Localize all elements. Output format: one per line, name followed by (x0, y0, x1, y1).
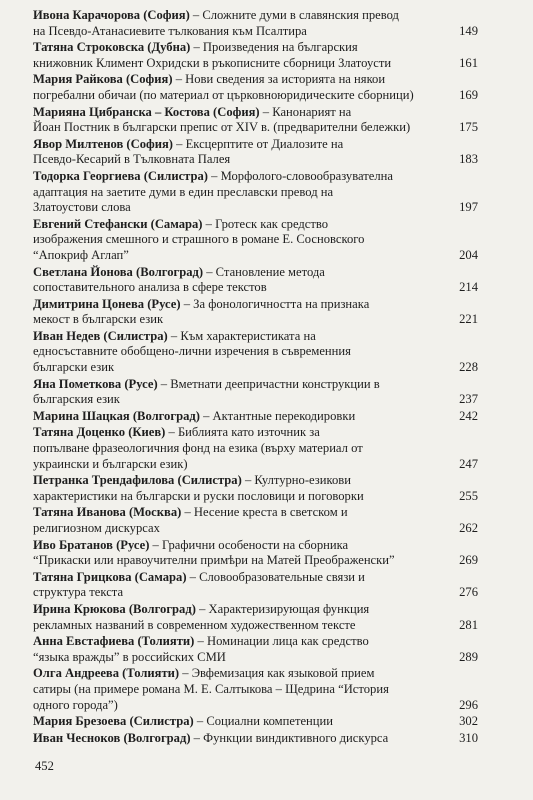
toc-entry (33, 714, 478, 730)
toc-title-text: “языка вражды” в российских СМИ (33, 649, 226, 664)
toc-entry (33, 473, 478, 504)
toc-entry-line (33, 425, 446, 441)
page-number: 452 (35, 759, 54, 773)
toc-page-number: 310 (459, 730, 478, 745)
toc-page-number: 289 (459, 649, 478, 664)
toc-author: Татяна Строковска (Дубна) (33, 40, 191, 55)
toc-author: Марина Шацкая (Волгоград) (33, 408, 200, 423)
toc-page-number: 228 (459, 360, 478, 375)
toc-title-text: – Канонарият на (259, 104, 352, 119)
toc-entry-line (33, 473, 446, 489)
toc-entry-line (33, 297, 446, 313)
toc-entry-line (33, 392, 446, 408)
toc-entry-line (33, 88, 446, 104)
toc-page-number: 221 (459, 312, 478, 327)
toc-title-text: Псевдо-Кесарий в Тълковната Палея (33, 152, 231, 167)
toc-title-text: “Апокриф Аглап” (33, 247, 129, 262)
toc-entry-line (33, 682, 446, 698)
toc-entry-line (33, 377, 446, 393)
toc-entry (33, 731, 478, 747)
toc-entry-line (33, 56, 446, 72)
toc-entry-line (33, 344, 446, 360)
toc-entry (33, 40, 478, 71)
toc-entry-line (33, 169, 446, 185)
toc-title-text: украински и български език) (33, 456, 188, 471)
toc-title-text: структура текста (33, 585, 124, 600)
toc-entry-line (33, 538, 446, 554)
toc-title-text: Йоан Постник в български препис от XIV в. (предварителни бележки) (33, 120, 411, 135)
toc-page-number: 169 (459, 87, 478, 102)
toc-title-text: – Към характеристиката на (167, 328, 316, 343)
toc-author: Явор Милтенов (София) (33, 136, 173, 151)
toc-title-text: на Псевдо-Атанасиевите тълкования към Псалтира (33, 23, 307, 38)
toc-entry-line (33, 618, 446, 634)
toc-title-text: – Нови сведения за историята на някои (172, 72, 386, 87)
toc-entry-line (33, 409, 446, 425)
toc-title-text: едносъставните обобщено-лични изречения в съвременния (33, 344, 351, 359)
toc-page-number: 175 (459, 120, 478, 135)
toc-page-number: 281 (459, 617, 478, 632)
toc-page-number: 247 (459, 456, 478, 471)
toc-title-text: Златоустови слова (33, 200, 131, 215)
toc-page-number: 214 (459, 280, 478, 295)
toc-title-text: – Ексцерптите от Диалозите на (173, 136, 344, 151)
toc-title-text: – Произведения на българския (190, 40, 358, 55)
toc-entry-line (33, 120, 446, 136)
toc-entry-line (33, 602, 446, 618)
toc-author: Иво Братанов (Русе) (33, 537, 150, 552)
toc-page-number: 197 (459, 200, 478, 215)
toc-entry-line (33, 634, 446, 650)
toc-author: Иван Чесноков (Волгоград) (33, 730, 191, 745)
toc-title-text: мекост в български език (33, 312, 164, 327)
toc-entry (33, 217, 478, 264)
toc-entry (33, 666, 478, 713)
toc-page-number: 237 (459, 392, 478, 407)
toc-title-text: – Морфолого-словообразувателна (208, 168, 393, 183)
toc-title-text: – Сложните думи в славянския превод (189, 8, 399, 22)
toc-entry-line (33, 8, 446, 24)
toc-entry (33, 265, 478, 296)
toc-title-text: сатиры (на примере романа М. Е. Салтыкова – Щедрина “История (33, 681, 389, 696)
toc-title-text: попълване фразеологичния фонд на езика (върху материал от (33, 441, 363, 456)
toc-title-text: характеристики на български и руски пословици и поговорки (33, 488, 364, 503)
toc-title-text: – Словообразовательные связи и (186, 569, 365, 584)
toc-page-number: 302 (459, 714, 478, 729)
toc-entry-line (33, 152, 446, 168)
toc-entry-line (33, 24, 446, 40)
toc-entry-line (33, 280, 446, 296)
toc-entry-line (33, 505, 446, 521)
toc-page-number: 161 (459, 55, 478, 70)
toc-author: Иван Недев (Силистра) (33, 328, 168, 343)
toc-entry-line (33, 137, 446, 153)
toc-title-text: – Характеризирующая функция (195, 601, 370, 616)
toc-author: Мария Брезоева (Силистра) (33, 714, 194, 729)
toc-entry-line (33, 360, 446, 376)
toc-author: Татяна Грицкова (Самара) (33, 569, 187, 584)
toc-entry-line (33, 217, 446, 233)
toc-title-text: – Становление метода (203, 264, 325, 279)
toc-entry (33, 634, 478, 665)
toc-page-number: 242 (459, 408, 478, 423)
toc-title-text: – Номинации лица как средство (194, 634, 369, 649)
toc-page-number: 255 (459, 488, 478, 503)
toc-entry-line (33, 698, 446, 714)
toc-entry (33, 72, 478, 103)
toc-author: Яна Пометкова (Русе) (33, 376, 158, 391)
toc-page-number: 204 (459, 247, 478, 262)
toc-title-text: изображения смешного и страшного в романе Е. Сосновского (33, 232, 365, 247)
toc-entry (33, 409, 478, 425)
toc-entry-line (33, 521, 446, 537)
toc-author: Анна Евстафиева (Толияти) (33, 634, 195, 649)
toc-title-text: – Библията като източник за (165, 425, 320, 440)
toc-author: Евгений Стефански (Самара) (33, 216, 203, 231)
toc-entry-line (33, 312, 446, 328)
toc-title-text: – Эвфемизация как языковой прием (179, 666, 375, 681)
toc-title-text: – Вметнати деепричастни конструкции в (157, 376, 380, 391)
toc-entry-line (33, 650, 446, 666)
toc-title-text: адаптация на заетите думи в един преславски превод на (33, 184, 334, 199)
toc-page-number: 149 (459, 23, 478, 38)
toc-entry-line (33, 553, 446, 569)
toc-title-text: – Графични особености на сборника (149, 537, 349, 552)
toc-entry-line (33, 200, 446, 216)
toc-entry-line (33, 185, 446, 201)
toc-title-text: “Прикаски или нравоучителни примѣри на Матей Преображенски” (33, 553, 395, 568)
toc-entry-line (33, 265, 446, 281)
toc-title-text: български език (33, 360, 115, 375)
toc-entry-line (33, 457, 446, 473)
toc-entry (33, 169, 478, 216)
toc-author: Тодорка Георгиева (Силистра) (33, 168, 208, 183)
toc-author: Татяна Иванова (Москва) (33, 505, 182, 520)
toc-page-number: 276 (459, 585, 478, 600)
toc-author: Димитрина Цонева (Русе) (33, 296, 181, 311)
toc-title-text: – За фонологичността на признака (180, 296, 370, 311)
toc-entry-line (33, 441, 446, 457)
toc-title-text: книжовник Климент Охридски в ръкописните сборници Златоусти (33, 55, 392, 70)
toc-entry (33, 137, 478, 168)
toc-title-text: одного города”) (33, 697, 118, 712)
toc-author: Ивона Карачорова (София) (33, 8, 190, 22)
toc-author: Ирина Крюкова (Волгоград) (33, 601, 196, 616)
toc-page-number: 262 (459, 521, 478, 535)
toc-entry (33, 425, 478, 472)
toc-title-text: сопоставительного анализа в сфере текстов (33, 280, 267, 295)
toc-entry (33, 570, 478, 601)
toc-title-text: – Социални компетенции (193, 714, 334, 729)
toc-entry-line (33, 329, 446, 345)
toc-entry-line (33, 489, 446, 505)
toc-entry-line (33, 585, 446, 601)
toc-page-number: 269 (459, 553, 478, 568)
toc-title-text: българския език (33, 392, 120, 407)
toc-author: Светлана Йонова (Волгоград) (33, 264, 204, 279)
toc-page-number: 183 (459, 152, 478, 167)
toc-page-number: 296 (459, 697, 478, 712)
toc-entry-line (33, 666, 446, 682)
toc-title-text: – Гротеск как средство (202, 216, 329, 231)
toc-entry (33, 505, 478, 536)
toc-entry (33, 602, 478, 633)
toc-title-text: – Актантные перекодировки (199, 408, 356, 423)
toc-entry-line (33, 570, 446, 586)
toc-entry (33, 297, 478, 328)
toc-title-text: рекламных названий в современном художественном тексте (33, 617, 356, 632)
toc-entry-line (33, 248, 446, 264)
toc-author: Марияна Цибранска – Костова (София) (33, 104, 260, 119)
toc-entry (33, 538, 478, 569)
toc-entry-line (33, 72, 446, 88)
toc-title-text: погребални обичаи (по материал от църковноюридическите сборници) (33, 87, 414, 102)
toc-title-text: – Несение креста в светском и (181, 505, 348, 520)
toc-entry (33, 377, 478, 408)
toc-entry (33, 8, 478, 39)
toc-entry-line (33, 40, 446, 56)
toc-entry-line (33, 105, 446, 121)
toc-title-text: – Културно-езикови (241, 473, 351, 488)
toc-entry (33, 329, 478, 376)
toc-entry-line (33, 731, 446, 747)
toc-author: Петранка Трендафилова (Силистра) (33, 473, 242, 488)
table-of-contents (33, 8, 478, 747)
toc-author: Мария Райкова (София) (33, 72, 173, 87)
toc-entry (33, 105, 478, 136)
toc-author: Татяна Доценко (Киев) (33, 425, 166, 440)
toc-title-text: – Функции виндиктивного дискурса (190, 730, 389, 745)
toc-entry-line (33, 232, 446, 248)
toc-author: Олга Андреева (Толияти) (33, 666, 180, 681)
toc-title-text: религиозном дискурсах (33, 521, 160, 535)
toc-entry-line (33, 714, 446, 730)
